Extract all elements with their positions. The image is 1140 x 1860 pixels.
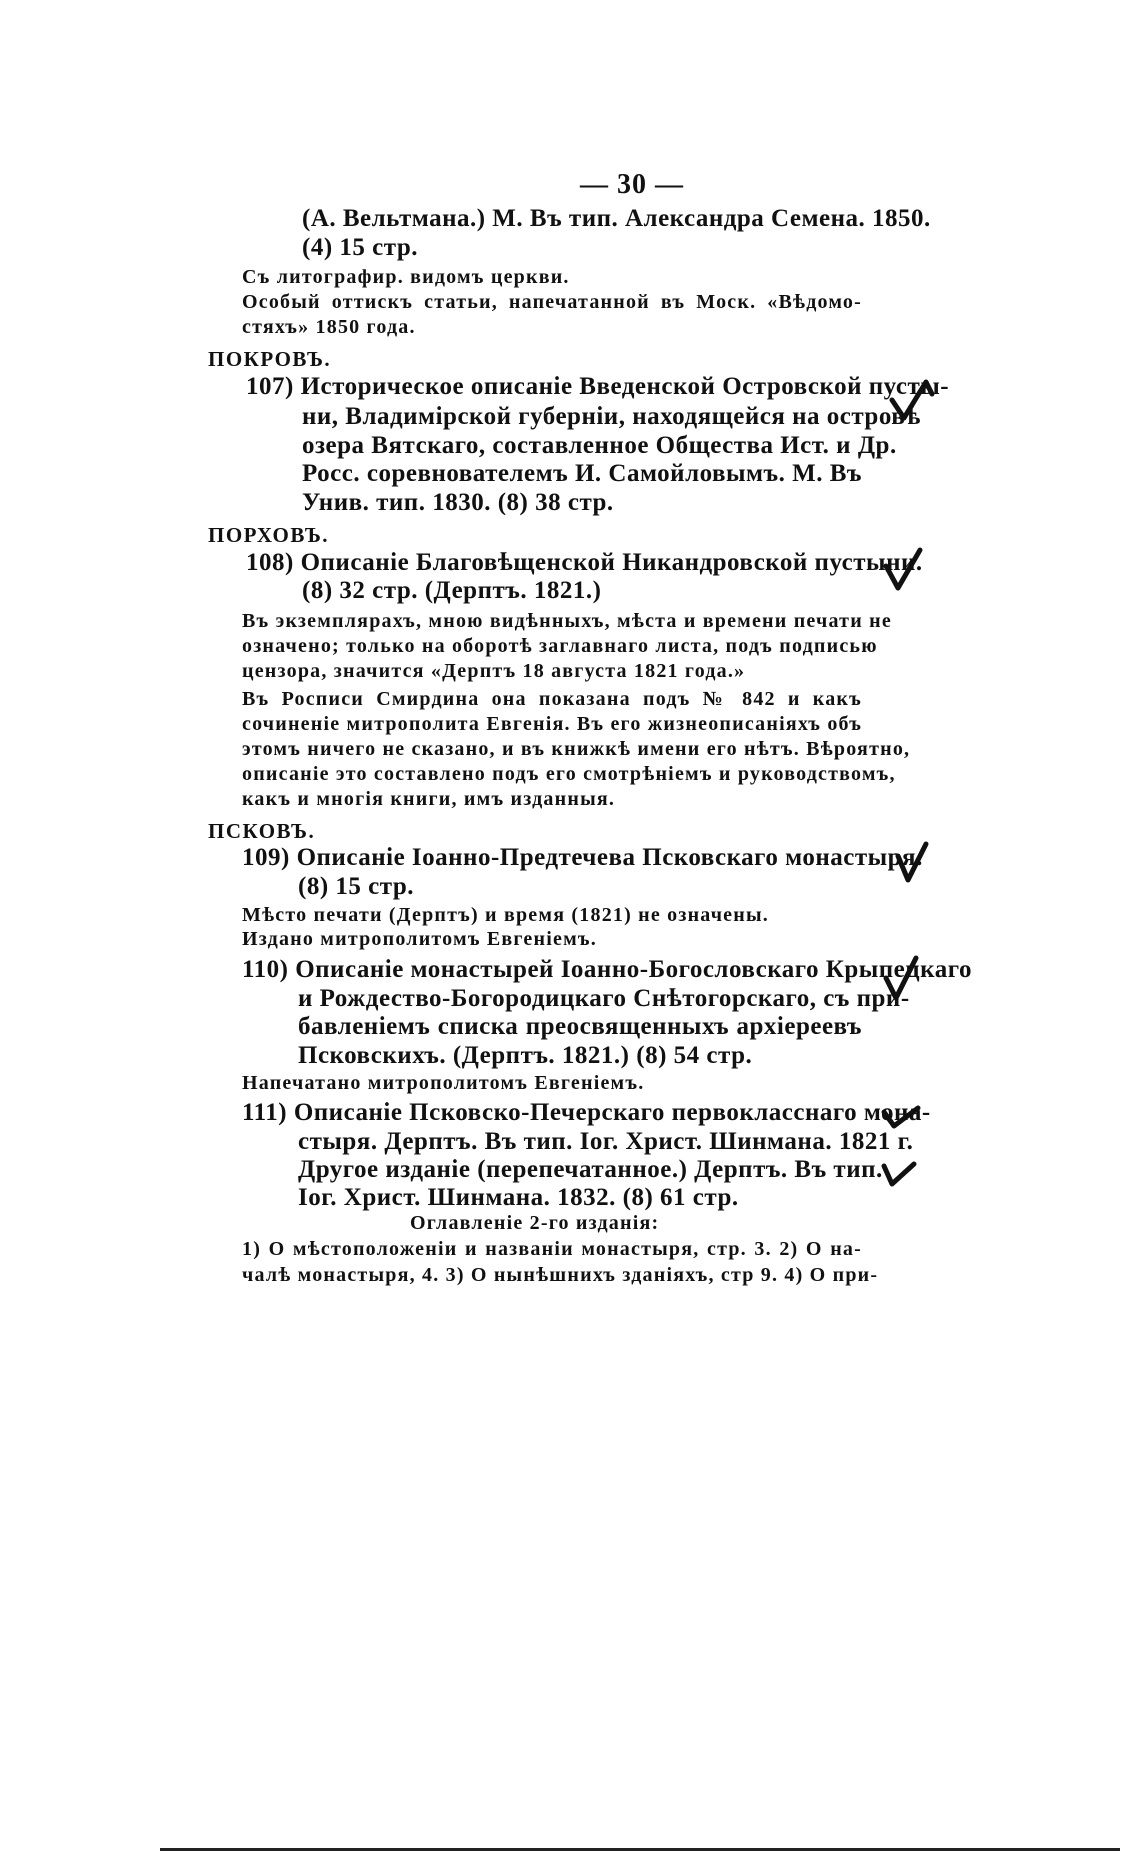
checkmark-icon	[874, 540, 934, 600]
toc-text: 1) О мѣстоположеніи и названіи монастыря, стр. 3. 2) О на-	[242, 1238, 862, 1260]
entry-text: (8) 32 стр. (Дерптъ. 1821.)	[302, 577, 602, 604]
entry-text: и Рождество-Богородицкаго Снѣтогорскаго, съ при-	[298, 985, 910, 1012]
note-text: Издано митрополитомъ Евгеніемъ.	[242, 928, 597, 950]
text-line: (А. Вельтмана.) М. Въ тип. Александра Семена. 1850.	[302, 205, 931, 232]
entry-text: Росс. соревнователемъ И. Самойловымъ. М. Въ	[302, 460, 862, 487]
entry-text: 107) Историческое описаніе Введенской Островской пусты-	[246, 373, 950, 400]
note-text: цензора, значится «Дерптъ 18 августа 1821 года.»	[242, 660, 746, 682]
checkmark-icon	[870, 1150, 930, 1210]
note-text: Въ экземплярахъ, мною видѣнныхъ, мѣста и времени печати не	[242, 610, 892, 632]
checkmark-icon	[870, 1092, 930, 1152]
note-text: Напечатано митрополитомъ Евгеніемъ.	[242, 1072, 645, 1094]
entry-text: (8) 15 стр.	[298, 873, 414, 900]
text-line: Съ литографир. видомъ церкви.	[242, 266, 570, 288]
section-heading: ПОРХОВЪ.	[208, 523, 330, 547]
toc-heading: Оглавленіе 2-го изданія:	[410, 1212, 660, 1234]
bottom-rule	[160, 1848, 1120, 1851]
toc-text: чалѣ монастыря, 4. 3) О нынѣшнихъ зданіяхъ, стр 9. 4) О при-	[242, 1264, 879, 1286]
checkmark-icon	[872, 948, 932, 1008]
text-line: Особый оттискъ статьи, напечатанной въ Моск. «Вѣдомо-	[242, 291, 862, 313]
entry-text: бавленіемъ списка преосвященныхъ архіереевъ	[298, 1013, 862, 1040]
entry-text: ни, Владимірской губерніи, находящейся на островѣ	[302, 403, 921, 430]
entry-text: 108) Описаніе Благовѣщенской Никандровской пустыни.	[246, 549, 923, 576]
entry-text: 109) Описаніе Іоанно-Предтечева Псковскаго монастыря.	[242, 844, 923, 871]
entry-text: Другое изданіе (перепечатанное.) Дерптъ. Въ тип.	[298, 1156, 883, 1183]
entry-text: 111) Описаніе Псковско-Печерскаго первокласснаго мона-	[242, 1099, 931, 1126]
entry-text: Унив. тип. 1830. (8) 38 стр.	[302, 489, 614, 516]
note-text: этомъ ничего не сказано, и въ книжкѣ имени его нѣтъ. Вѣроятно,	[242, 738, 911, 760]
section-heading: ПСКОВЪ.	[208, 819, 316, 843]
entry-text: Іог. Христ. Шинмана. 1832. (8) 61 стр.	[298, 1184, 739, 1211]
note-text: сочиненіе митрополита Евгенія. Въ его жизнеописаніяхъ объ	[242, 713, 863, 735]
note-text: Мѣсто печати (Дерптъ) и время (1821) не означены.	[242, 904, 770, 926]
text-line: (4) 15 стр.	[302, 234, 418, 261]
page-number: — 30 —	[580, 169, 684, 200]
note-text: описаніе это составлено подъ его смотрѣніемъ и руководствомъ,	[242, 763, 896, 785]
text-line: стяхъ» 1850 года.	[242, 316, 416, 338]
note-text: означено; только на оборотѣ заглавнаго листа, подъ подписью	[242, 635, 878, 657]
note-text: какъ и многія книги, имъ изданныя.	[242, 788, 616, 810]
entry-text: Псковскихъ. (Дерптъ. 1821.) (8) 54 стр.	[298, 1042, 753, 1069]
note-text: Въ Росписи Смирдина она показана подъ № 842 и какъ	[242, 688, 862, 710]
entry-text: 110) Описаніе монастырей Іоанно-Богословскаго Крыпецкаго	[242, 956, 972, 983]
entry-text: озера Вятскаго, составленное Общества Ист. и Др.	[302, 432, 897, 459]
entry-text: стыря. Дерптъ. Въ тип. Іог. Христ. Шинмана. 1821 г.	[298, 1128, 914, 1155]
checkmark-icon	[884, 832, 944, 892]
checkmark-icon	[878, 372, 938, 432]
section-heading: ПОКРОВЪ.	[208, 347, 332, 371]
